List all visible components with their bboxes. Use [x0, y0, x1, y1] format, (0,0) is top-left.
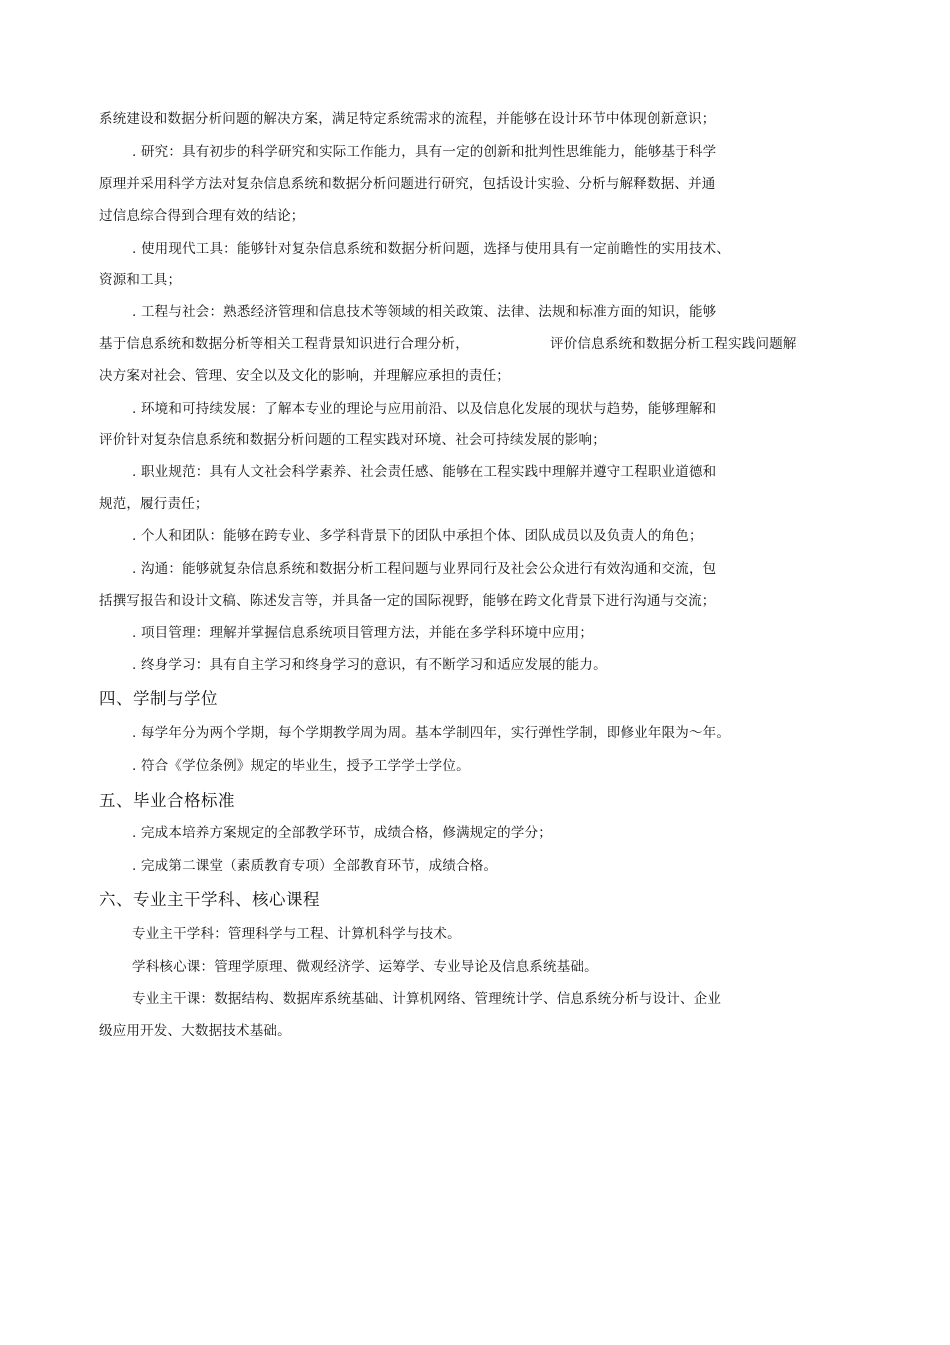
section4-item-2: . 符合《学位条例》规定的毕业生，授予工学学士学位。 — [132, 758, 470, 774]
requirement-ethics-line-1: . 职业规范：具有人文社会科学素养、社会责任感、能够在工程实践中理解并遵守工程职业道德和 — [132, 464, 717, 480]
section5-heading: 五、毕业合格标准 — [99, 791, 235, 810]
requirement-tools-line-1: . 使用现代工具：能够针对复杂信息系统和数据分析问题，选择与使用具有一定前瞻性的实用技术、 — [132, 241, 731, 257]
requirement-project-line-1: . 项目管理：理解并掌握信息系统项目管理方法，并能在多学科环境中应用； — [132, 625, 594, 641]
requirement-lifelong-line-1: . 终身学习：具有自主学习和终身学习的意识，有不断学习和适应发展的能力。 — [132, 657, 607, 673]
section5-item-2: . 完成第二课堂（素质教育专项）全部教育环节，成绩合格。 — [132, 858, 498, 874]
section6-item-2: 学科核心课：管理学原理、微观经济学、运筹学、专业导论及信息系统基础。 — [132, 959, 598, 975]
requirement-society-line-2: 基于信息系统和数据分析等相关工程背景知识进行合理分析， — [99, 336, 469, 352]
section5-item-1: . 完成本培养方案规定的全部教学环节，成绩合格，修满规定的学分； — [132, 825, 552, 841]
requirement-society-line-2b: 评价信息系统和数据分析工程实践问题解 — [550, 336, 797, 352]
section6-item-3-line-2: 级应用开发、大数据技术基础。 — [99, 1023, 291, 1039]
intro-line: 系统建设和数据分析问题的解决方案，满足特定系统需求的流程，并能够在设计环节中体现创新意识； — [99, 111, 716, 127]
section4-item-1: . 每学年分为两个学期，每个学期教学周为周。基本学制四年，实行弹性学制，即修业年限为～年。 — [132, 725, 731, 741]
requirement-research-line-3: 过信息综合得到合理有效的结论； — [99, 208, 305, 224]
requirement-communication-line-1: . 沟通：能够就复杂信息系统和数据分析工程问题与业界同行及社会公众进行有效沟通和交流，包 — [132, 561, 717, 577]
requirement-environment-line-2: 评价针对复杂信息系统和数据分析问题的工程实践对环境、社会可持续发展的影响； — [99, 432, 606, 448]
requirement-research-line-2: 原理并采用科学方法对复杂信息系统和数据分析问题进行研究，包括设计实验、分析与解释数据、并通 — [99, 176, 716, 192]
section6-item-3-line-1: 专业主干课：数据结构、数据库系统基础、计算机网络、管理统计学、信息系统分析与设计、企业 — [132, 991, 722, 1007]
requirement-tools-line-2: 资源和工具； — [99, 272, 182, 288]
requirement-environment-line-1: . 环境和可持续发展：了解本专业的理论与应用前沿、以及信息化发展的现状与趋势，能够理解和 — [132, 401, 717, 417]
requirement-society-line-3: 决方案对社会、管理、安全以及文化的影响，并理解应承担的责任； — [99, 368, 510, 384]
requirement-ethics-line-2: 规范，履行责任； — [99, 496, 209, 512]
section6-heading: 六、专业主干学科、核心课程 — [99, 890, 320, 909]
requirement-team-line-1: . 个人和团队：能够在跨专业、多学科背景下的团队中承担个体、团队成员以及负责人的角色； — [132, 528, 703, 544]
section4-heading: 四、学制与学位 — [99, 689, 218, 708]
requirement-research-line-1: . 研究：具有初步的科学研究和实际工作能力，具有一定的创新和批判性思维能力，能够基于科学 — [132, 144, 717, 160]
section6-item-1: 专业主干学科：管理科学与工程、计算机科学与技术。 — [132, 926, 461, 942]
requirement-communication-line-2: 括撰写报告和设计文稿、陈述发言等，并具备一定的国际视野，能够在跨文化背景下进行沟通与交流； — [99, 593, 716, 609]
requirement-society-line-1: . 工程与社会：熟悉经济管理和信息技术等领域的相关政策、法律、法规和标准方面的知识，能够 — [132, 304, 717, 320]
